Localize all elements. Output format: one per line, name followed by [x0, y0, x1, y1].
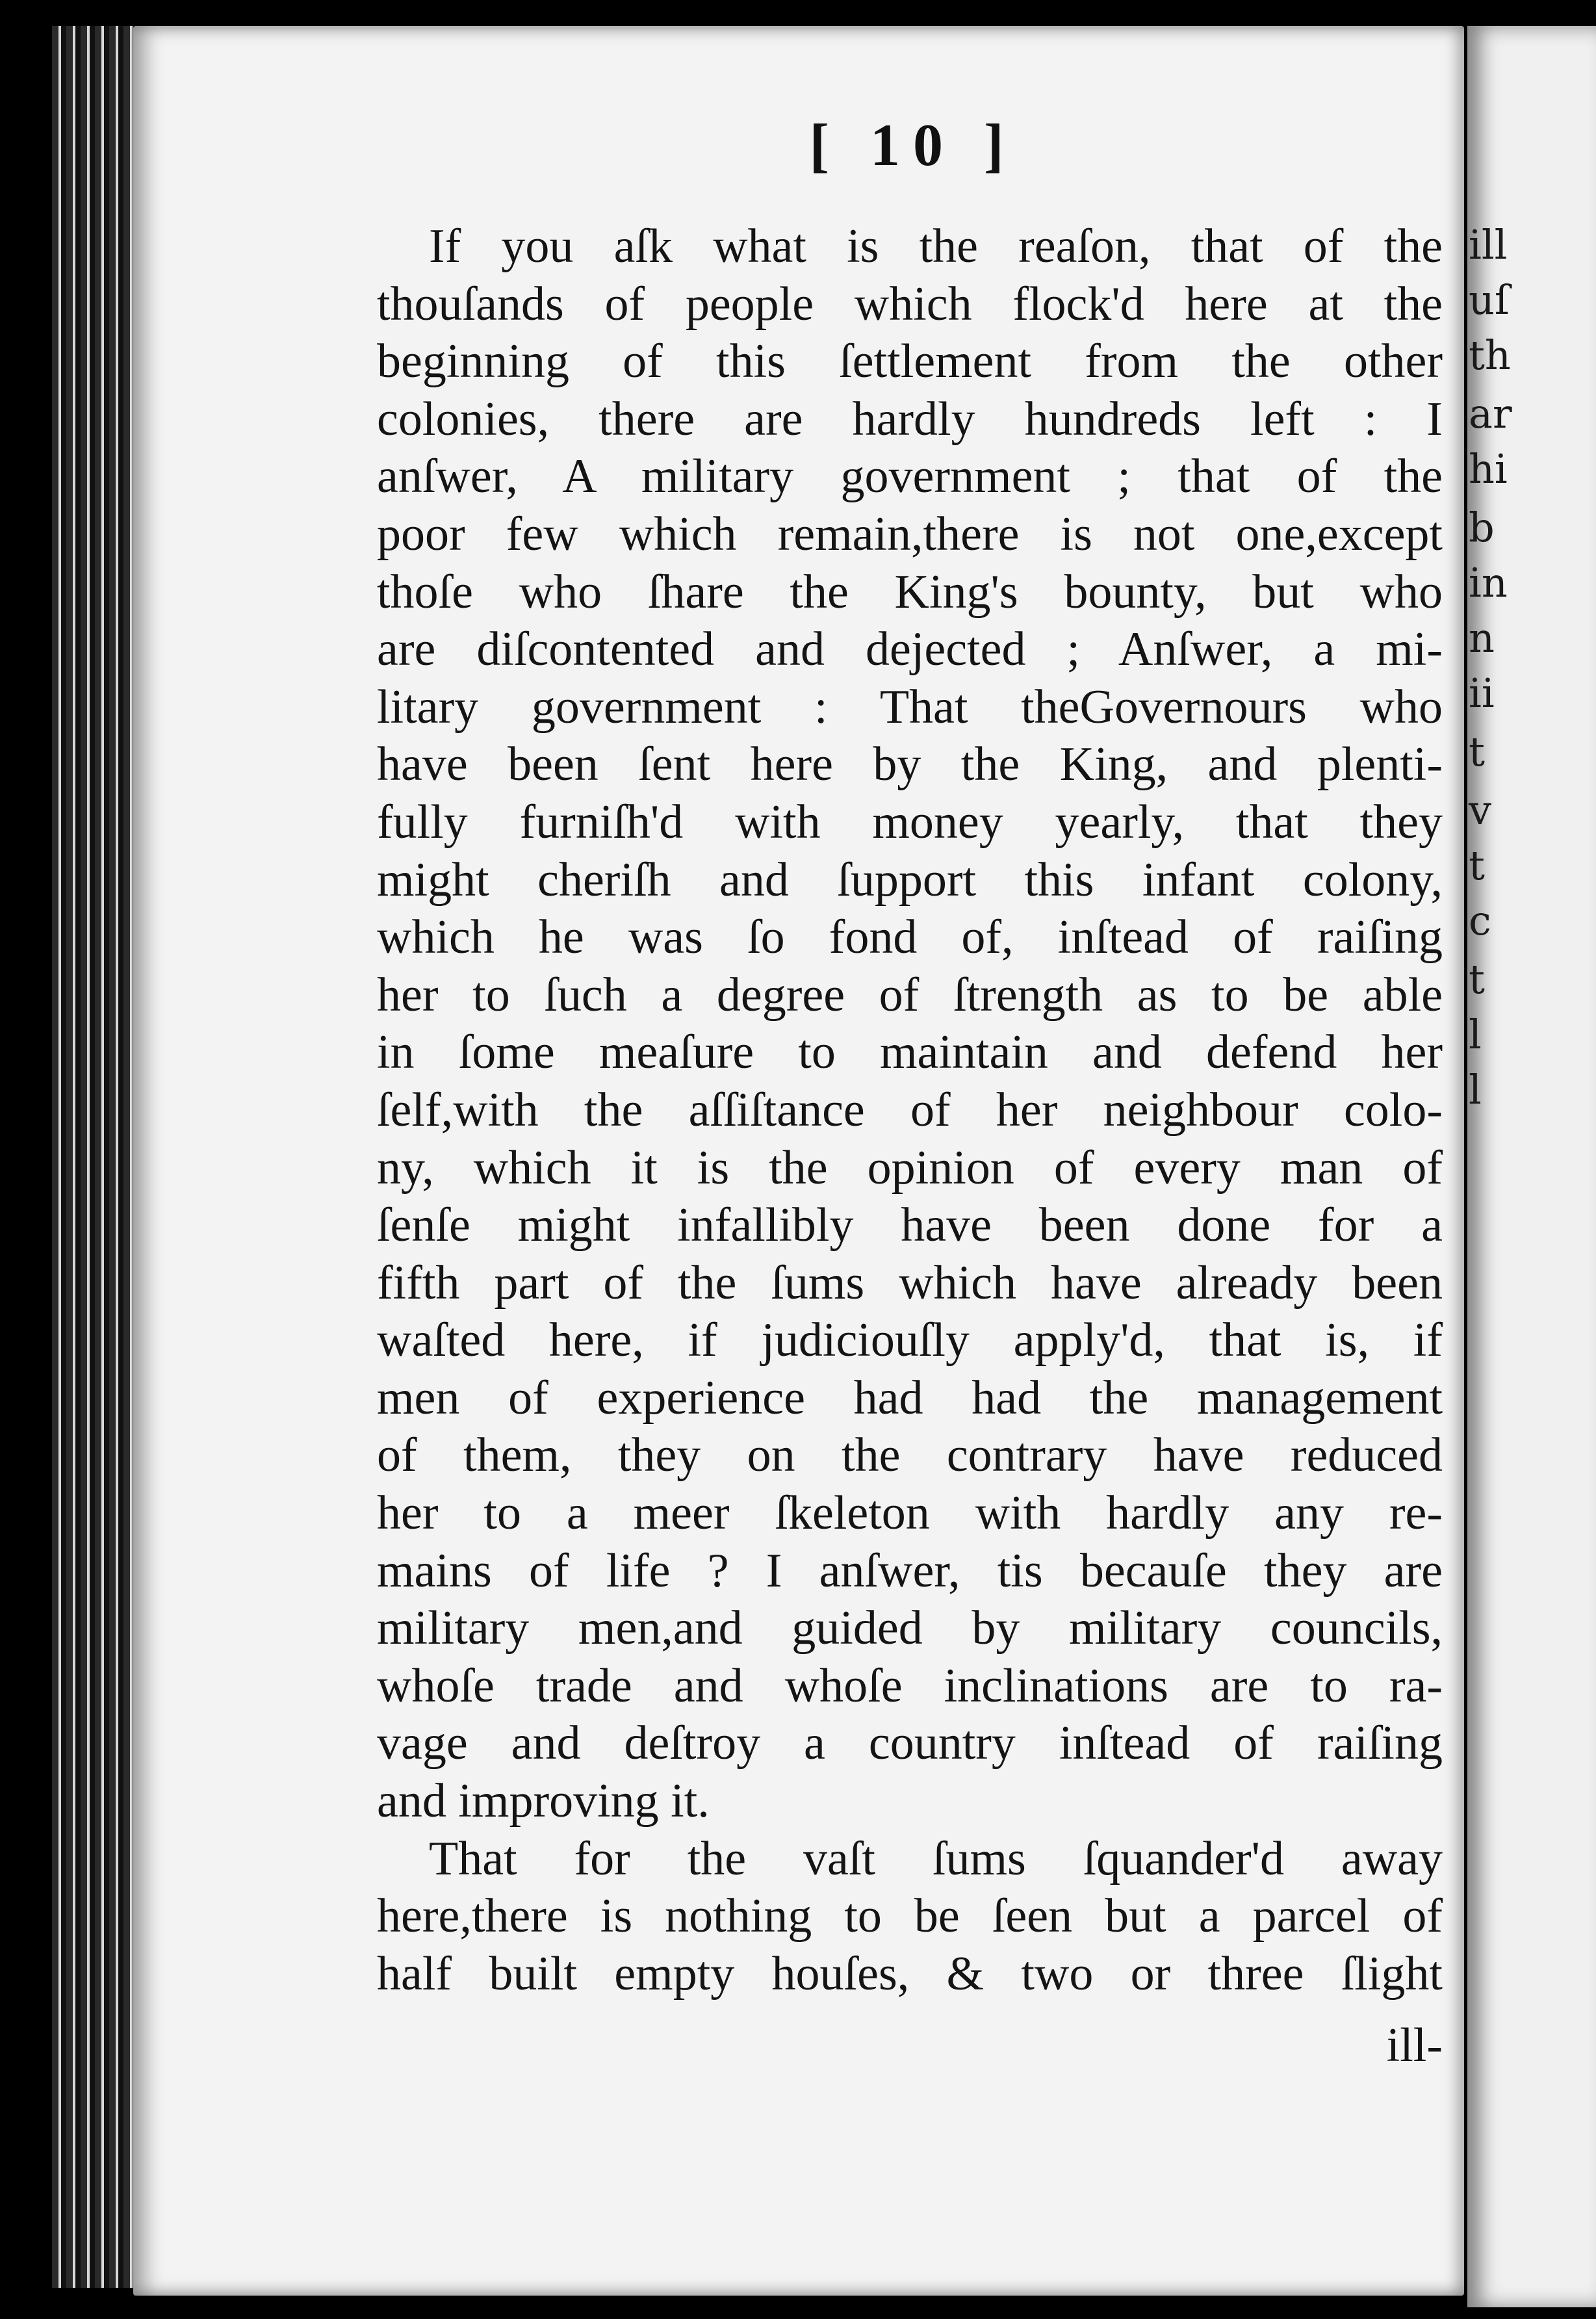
facing-line-fragment: t — [1469, 728, 1485, 775]
text-line: waſted here, if judiciouſly apply'd, that is, if — [377, 1314, 1443, 1367]
text-line: ſenſe might infallibly have been done for a — [377, 1198, 1443, 1252]
text-line: which he was ſo fond of, inſtead of raiſing — [377, 911, 1443, 965]
text-line: here,there is nothing to be ſeen but a parcel of — [377, 1889, 1443, 1943]
text-line: thouſands of people which flock'd here at the — [377, 277, 1443, 331]
text-line: and improving it. — [377, 1774, 710, 1828]
facing-line-fragment: in — [1469, 559, 1508, 606]
page-number-header: [ 10 ] — [809, 112, 1017, 178]
facing-line-fragment: v — [1469, 786, 1492, 834]
text-line: poor few which remain,there is not one,except — [377, 507, 1443, 561]
text-line: If you aſk what is the reaſon, that of the — [429, 220, 1443, 273]
facing-line-fragment: ar — [1469, 390, 1512, 437]
text-line: in ſome meaſure to maintain and defend her — [377, 1026, 1443, 1080]
body-text — [377, 218, 1443, 2002]
catchword: ill- — [1386, 2019, 1443, 2072]
facing-line-fragment: b — [1469, 504, 1495, 551]
facing-line-fragment: ii — [1469, 669, 1495, 717]
text-line: whoſe trade and whoſe inclinations are to ra- — [377, 1659, 1443, 1713]
text-line: colonies, there are hardly hundreds left : I — [377, 392, 1443, 446]
text-line: fully furniſh'd with money yearly, that they — [377, 795, 1443, 849]
facing-line-fragment: uſ — [1469, 276, 1510, 324]
page-edges — [52, 26, 136, 2288]
text-line: mains of life ? I anſwer, tis becauſe they are — [377, 1544, 1443, 1598]
facing-page — [1467, 26, 1596, 2307]
facing-line-fragment: th — [1469, 331, 1511, 379]
text-line: might cheriſh and ſupport this infant colony, — [377, 853, 1443, 907]
facing-line-fragment: ill — [1469, 221, 1508, 268]
facing-line-fragment: t — [1469, 955, 1485, 1003]
facing-line-fragment: n — [1469, 614, 1495, 662]
text-line: are diſcontented and dejected ; Anſwer, a mi- — [377, 623, 1443, 677]
facing-line-fragment: t — [1469, 842, 1485, 889]
facing-line-fragment: hi — [1469, 445, 1508, 493]
text-line: ſelf,with the aſſiſtance of her neighbour colo- — [377, 1083, 1443, 1137]
text-line: litary government : That theGovernours who — [377, 680, 1443, 734]
text-line: half built empty houſes, & two or three ſlight — [377, 1947, 1443, 2001]
text-line: anſwer, A military government ; that of the — [377, 450, 1443, 504]
text-line: beginning of this ſettlement from the other — [377, 335, 1443, 389]
text-line: of them, they on the contrary have reduced — [377, 1429, 1443, 1483]
text-line: have been ſent here by the King, and plenti- — [377, 738, 1443, 792]
text-line: vage and deſtroy a country inſtead of raiſing — [377, 1717, 1443, 1770]
text-line: her to ſuch a degree of ſtrength as to be able — [377, 968, 1443, 1022]
facing-line-fragment: l — [1469, 1011, 1482, 1058]
text-line: thoſe who ſhare the King's bounty, but who — [377, 565, 1443, 619]
text-line: That for the vaſt ſums ſquander'd away — [429, 1832, 1443, 1885]
text-line: ny, which it is the opinion of every man of — [377, 1141, 1443, 1195]
text-line: fifth part of the ſums which have already been — [377, 1256, 1443, 1310]
facing-line-fragment: c — [1469, 897, 1491, 944]
facing-line-fragment: l — [1469, 1066, 1482, 1113]
text-line: her to a meer ſkeleton with hardly any re- — [377, 1486, 1443, 1540]
text-line: men of experience had had the management — [377, 1371, 1443, 1425]
text-line: military men,and guided by military councils, — [377, 1601, 1443, 1655]
